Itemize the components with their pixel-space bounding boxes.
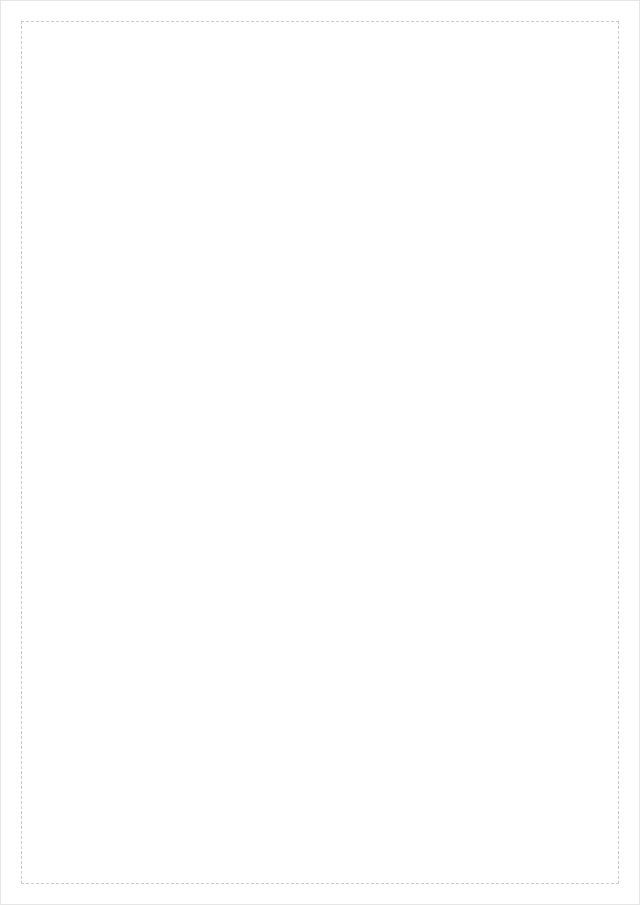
document-content bbox=[21, 21, 619, 884]
